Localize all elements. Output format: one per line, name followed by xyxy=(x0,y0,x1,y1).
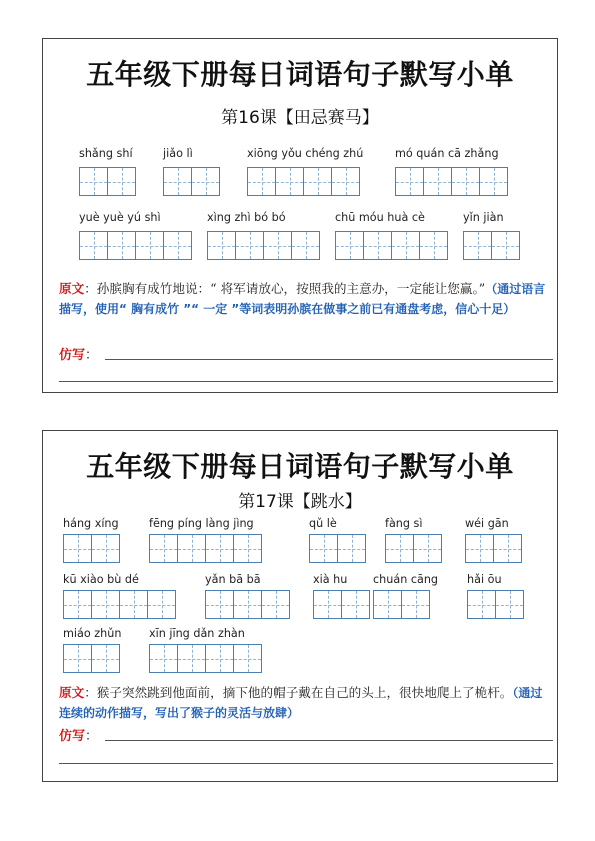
colon: ： xyxy=(85,348,99,363)
writing-box[interactable] xyxy=(337,534,366,563)
writing-boxes xyxy=(79,167,135,196)
writing-box[interactable] xyxy=(341,590,370,619)
original-text: 猴子突然跳到他面前，摘下他的帽子戴在自己的头上，很快地爬上了桅杆。 xyxy=(96,685,513,700)
pinyin-label: shǎng shí xyxy=(79,147,133,160)
writing-box[interactable] xyxy=(177,644,206,673)
worksheet-card-lesson16 xyxy=(42,38,558,393)
pinyin-label: yǐn jiàn xyxy=(463,211,504,224)
original-sentence xyxy=(59,279,553,319)
imitation-line[interactable] xyxy=(105,740,553,741)
writing-box[interactable] xyxy=(363,231,392,260)
writing-box[interactable] xyxy=(335,231,364,260)
writing-boxes xyxy=(335,231,447,260)
worksheet-card-lesson17 xyxy=(42,430,558,782)
pinyin-label: miáo zhǔn xyxy=(63,627,122,640)
writing-box[interactable] xyxy=(395,167,424,196)
writing-boxes xyxy=(395,167,507,196)
writing-boxes xyxy=(247,167,359,196)
imitate-label: 仿写 xyxy=(59,729,86,744)
writing-box[interactable] xyxy=(205,590,234,619)
writing-box[interactable] xyxy=(163,167,192,196)
lesson-title: 第17课【跳水】 xyxy=(238,492,362,512)
writing-boxes xyxy=(385,534,441,563)
writing-boxes xyxy=(309,534,365,563)
pinyin-label: yǎn bā bā xyxy=(205,573,261,586)
writing-box[interactable] xyxy=(147,590,176,619)
writing-box[interactable] xyxy=(107,231,136,260)
main-title: 五年级下册每日词语句子默写小单 xyxy=(86,450,514,483)
original-text: 孙膑胸有成竹地说：“ 将军请放心，按照我的主意办，一定能让您赢。” xyxy=(96,281,486,296)
writing-box[interactable] xyxy=(207,231,236,260)
writing-boxes xyxy=(207,231,319,260)
writing-box[interactable] xyxy=(303,167,332,196)
original-label: 原文 xyxy=(59,685,85,700)
imitation-row xyxy=(59,725,553,744)
writing-box[interactable] xyxy=(451,167,480,196)
writing-box[interactable] xyxy=(149,534,178,563)
writing-box[interactable] xyxy=(401,590,430,619)
colon: ： xyxy=(84,685,97,700)
writing-boxes xyxy=(463,231,519,260)
writing-boxes xyxy=(149,534,261,563)
writing-boxes xyxy=(205,590,289,619)
analysis-note: （通过语言描写，使用“ 胸有成竹 ”“ 一定 ”等词表明孙膑在做事之前已有通盘考虑，信心十足） xyxy=(59,282,546,316)
writing-box[interactable] xyxy=(205,534,234,563)
pinyin-label: jiǎo lì xyxy=(163,147,193,160)
writing-box[interactable] xyxy=(331,167,360,196)
lesson-title: 第16课【田忌赛马】 xyxy=(221,108,379,128)
writing-box[interactable] xyxy=(63,644,92,673)
writing-box[interactable] xyxy=(247,167,276,196)
writing-box[interactable] xyxy=(177,534,206,563)
writing-box[interactable] xyxy=(463,231,492,260)
writing-boxes xyxy=(79,231,191,260)
writing-box[interactable] xyxy=(261,590,290,619)
imitation-line[interactable] xyxy=(59,381,553,382)
pinyin-label: xiōng yǒu chéng zhú xyxy=(247,147,364,160)
writing-box[interactable] xyxy=(391,231,420,260)
writing-box[interactable] xyxy=(191,167,220,196)
writing-box[interactable] xyxy=(419,231,448,260)
writing-boxes xyxy=(467,590,523,619)
writing-box[interactable] xyxy=(163,231,192,260)
writing-box[interactable] xyxy=(233,644,262,673)
writing-box[interactable] xyxy=(233,590,262,619)
analysis-note: （通过连续的动作描写，写出了猴子的灵活与放肆） xyxy=(59,686,543,720)
pinyin-label: hǎi ōu xyxy=(467,573,502,586)
writing-box[interactable] xyxy=(373,590,402,619)
pinyin-label: háng xíng xyxy=(63,517,119,530)
writing-box[interactable] xyxy=(467,590,496,619)
imitation-line[interactable] xyxy=(59,763,553,764)
writing-box[interactable] xyxy=(385,534,414,563)
writing-boxes xyxy=(465,534,521,563)
writing-box[interactable] xyxy=(91,590,120,619)
writing-boxes xyxy=(313,590,369,619)
writing-boxes xyxy=(373,590,429,619)
writing-box[interactable] xyxy=(235,231,264,260)
writing-box[interactable] xyxy=(149,644,178,673)
writing-box[interactable] xyxy=(63,534,92,563)
pinyin-label: xìng zhì bó bó xyxy=(207,211,286,224)
original-sentence xyxy=(59,683,553,723)
writing-box[interactable] xyxy=(263,231,292,260)
pinyin-label: chuán cāng xyxy=(373,573,439,586)
writing-box[interactable] xyxy=(79,167,108,196)
writing-boxes xyxy=(163,167,219,196)
writing-box[interactable] xyxy=(63,590,92,619)
writing-box[interactable] xyxy=(465,534,494,563)
writing-box[interactable] xyxy=(79,231,108,260)
writing-box[interactable] xyxy=(495,590,524,619)
main-title: 五年级下册每日词语句子默写小单 xyxy=(86,58,514,91)
writing-boxes xyxy=(63,590,175,619)
imitate-label: 仿写 xyxy=(59,348,86,363)
original-label: 原文 xyxy=(59,281,85,296)
writing-box[interactable] xyxy=(291,231,320,260)
writing-box[interactable] xyxy=(493,534,522,563)
writing-box[interactable] xyxy=(491,231,520,260)
writing-box[interactable] xyxy=(275,167,304,196)
writing-boxes xyxy=(63,534,119,563)
writing-box[interactable] xyxy=(423,167,452,196)
writing-box[interactable] xyxy=(233,534,262,563)
pinyin-label: qǔ lè xyxy=(309,517,337,530)
pinyin-label: wéi gān xyxy=(465,517,509,530)
writing-box[interactable] xyxy=(91,644,120,673)
writing-box[interactable] xyxy=(107,167,136,196)
imitation-row xyxy=(59,344,553,363)
imitation-line[interactable] xyxy=(105,359,553,360)
colon: ： xyxy=(85,729,99,744)
pinyin-label: yuè yuè yú shì xyxy=(79,211,161,224)
writing-boxes xyxy=(149,644,261,673)
writing-boxes xyxy=(63,644,119,673)
pinyin-label: kū xiào bù dé xyxy=(63,573,139,586)
pinyin-label: fēng píng làng jìng xyxy=(149,517,254,530)
writing-box[interactable] xyxy=(135,231,164,260)
pinyin-label: chū móu huà cè xyxy=(335,211,425,224)
colon: ： xyxy=(84,281,97,296)
writing-box[interactable] xyxy=(313,590,342,619)
writing-box[interactable] xyxy=(205,644,234,673)
pinyin-label: fàng sì xyxy=(385,517,423,530)
pinyin-label: xīn jīng dǎn zhàn xyxy=(149,627,245,640)
writing-box[interactable] xyxy=(479,167,508,196)
writing-box[interactable] xyxy=(119,590,148,619)
writing-box[interactable] xyxy=(91,534,120,563)
pinyin-label: xià hu xyxy=(313,573,348,586)
writing-box[interactable] xyxy=(309,534,338,563)
pinyin-label: mó quán cā zhǎng xyxy=(395,147,499,160)
writing-box[interactable] xyxy=(413,534,442,563)
